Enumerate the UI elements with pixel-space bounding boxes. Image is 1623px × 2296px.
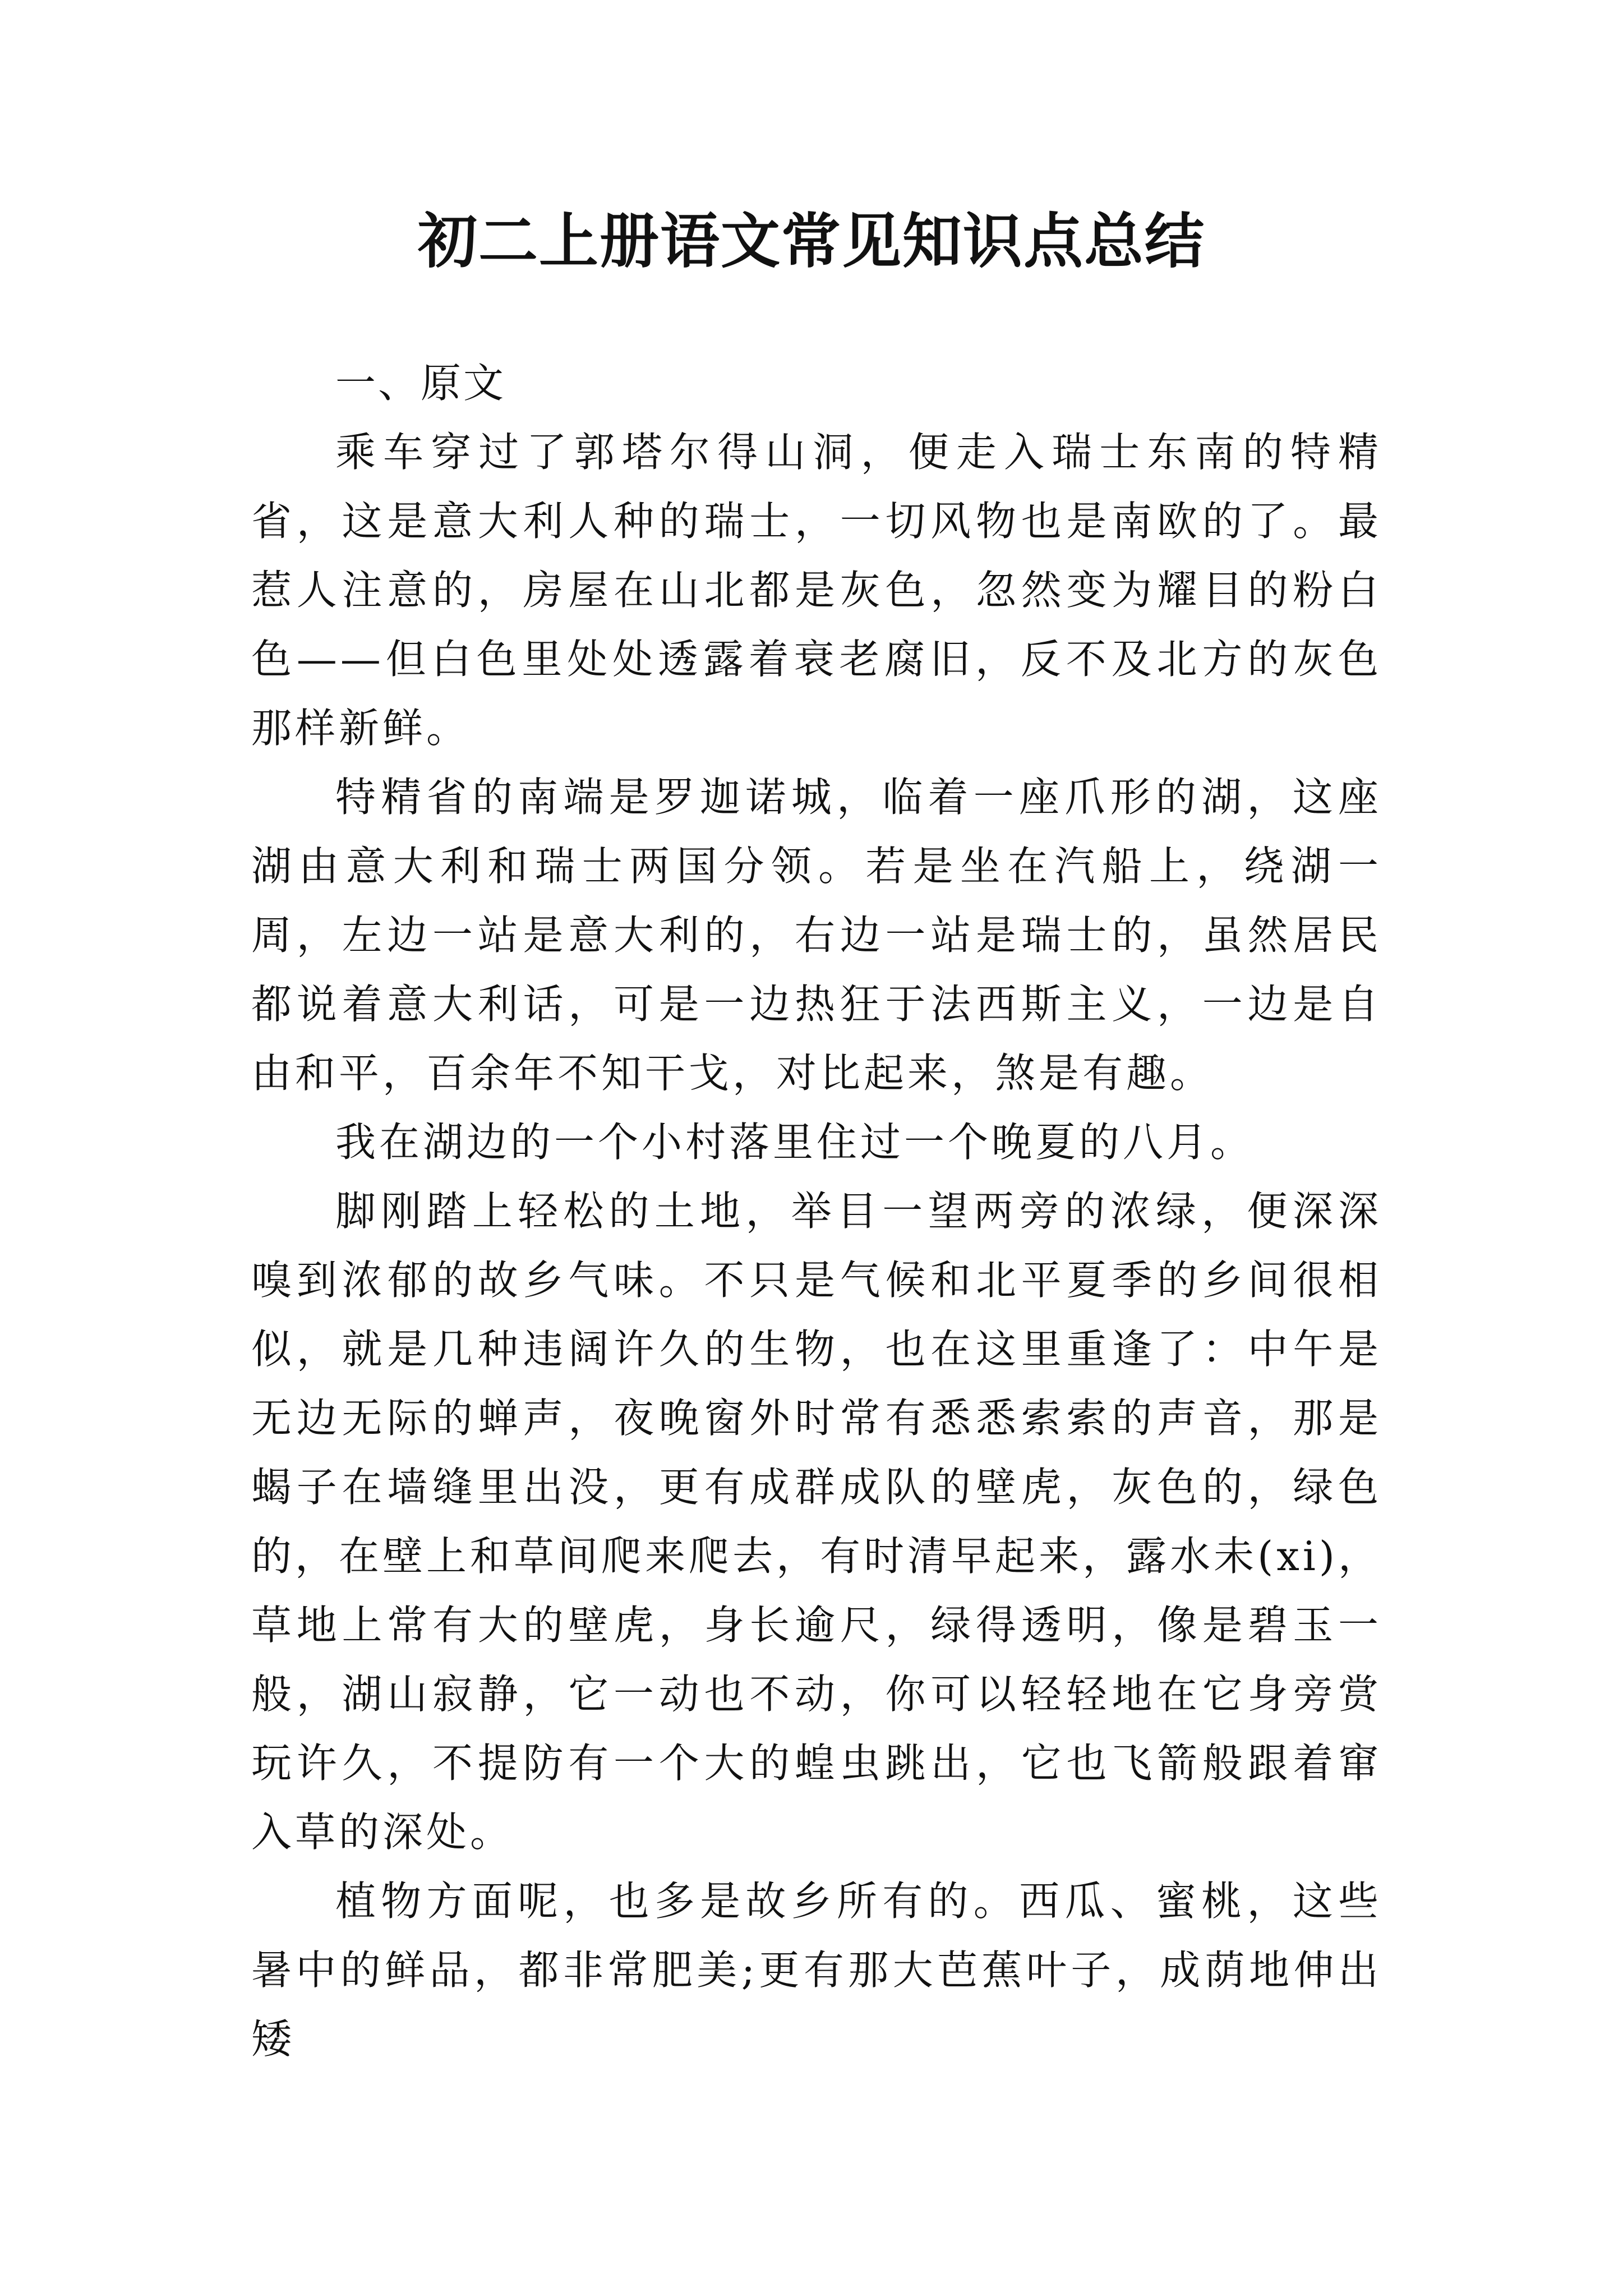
- paragraph-3: 我在湖边的一个小村落里住过一个晚夏的八月。: [335, 1119, 1255, 1166]
- paragraph-4: 脚刚踏上轻松的土地，举目一望两旁的浓绿，便深深嗅到浓郁的故乡气味。不只是气候和北平夏季的乡间很相似，就是几种违阔许久的生物，也在这里重逢了：中午是无边无际的蝉声，夜晚窗外时常有悉悉索索的声音，那是蝎子在墙缝里出没，更有成群成队的壁虎，灰色的，绿色的，在壁上和草间爬来爬去，有时清早起来，露水未(xi)，草地上常有大的壁虎，身长逾尺，绿得透明，像是碧玉一般，湖山寂静，它一动也不动，你可以轻轻地在它身旁赏玩许久，不提防有一个大的蝗虫跳出，它也飞箭般跟着窜入草的深处。: [251, 1188, 1382, 1856]
- document-body: [251, 349, 1382, 2074]
- section-heading: 一、原文: [335, 360, 506, 407]
- paragraph-1: 乘车穿过了郭塔尔得山洞，便走入瑞士东南的特精省，这是意大利人种的瑞士，一切风物也是南欧的了。最惹人注意的，房屋在山北都是灰色，忽然变为耀目的粉白色——但白色里处处透露着衰老腐旧，反不及北方的灰色那样新鲜。: [251, 429, 1382, 752]
- paragraph-2: 特精省的南端是罗迦诺城，临着一座爪形的湖，这座湖由意大利和瑞士两国分领。若是坐在汽船上，绕湖一周，左边一站是意大利的，右边一站是瑞士的，虽然居民都说着意大利话，可是一边热狂于法西斯主义，一边是自由和平，百余年不知干戈，对比起来，煞是有趣。: [251, 774, 1382, 1097]
- paragraph-5: 植物方面呢，也多是故乡所有的。西瓜、蜜桃，这些暑中的鲜品，都非常肥美;更有那大芭蕉叶子，成荫地伸出矮: [251, 1878, 1382, 2063]
- document-title: 初二上册语文常见知识点总结: [418, 206, 1205, 276]
